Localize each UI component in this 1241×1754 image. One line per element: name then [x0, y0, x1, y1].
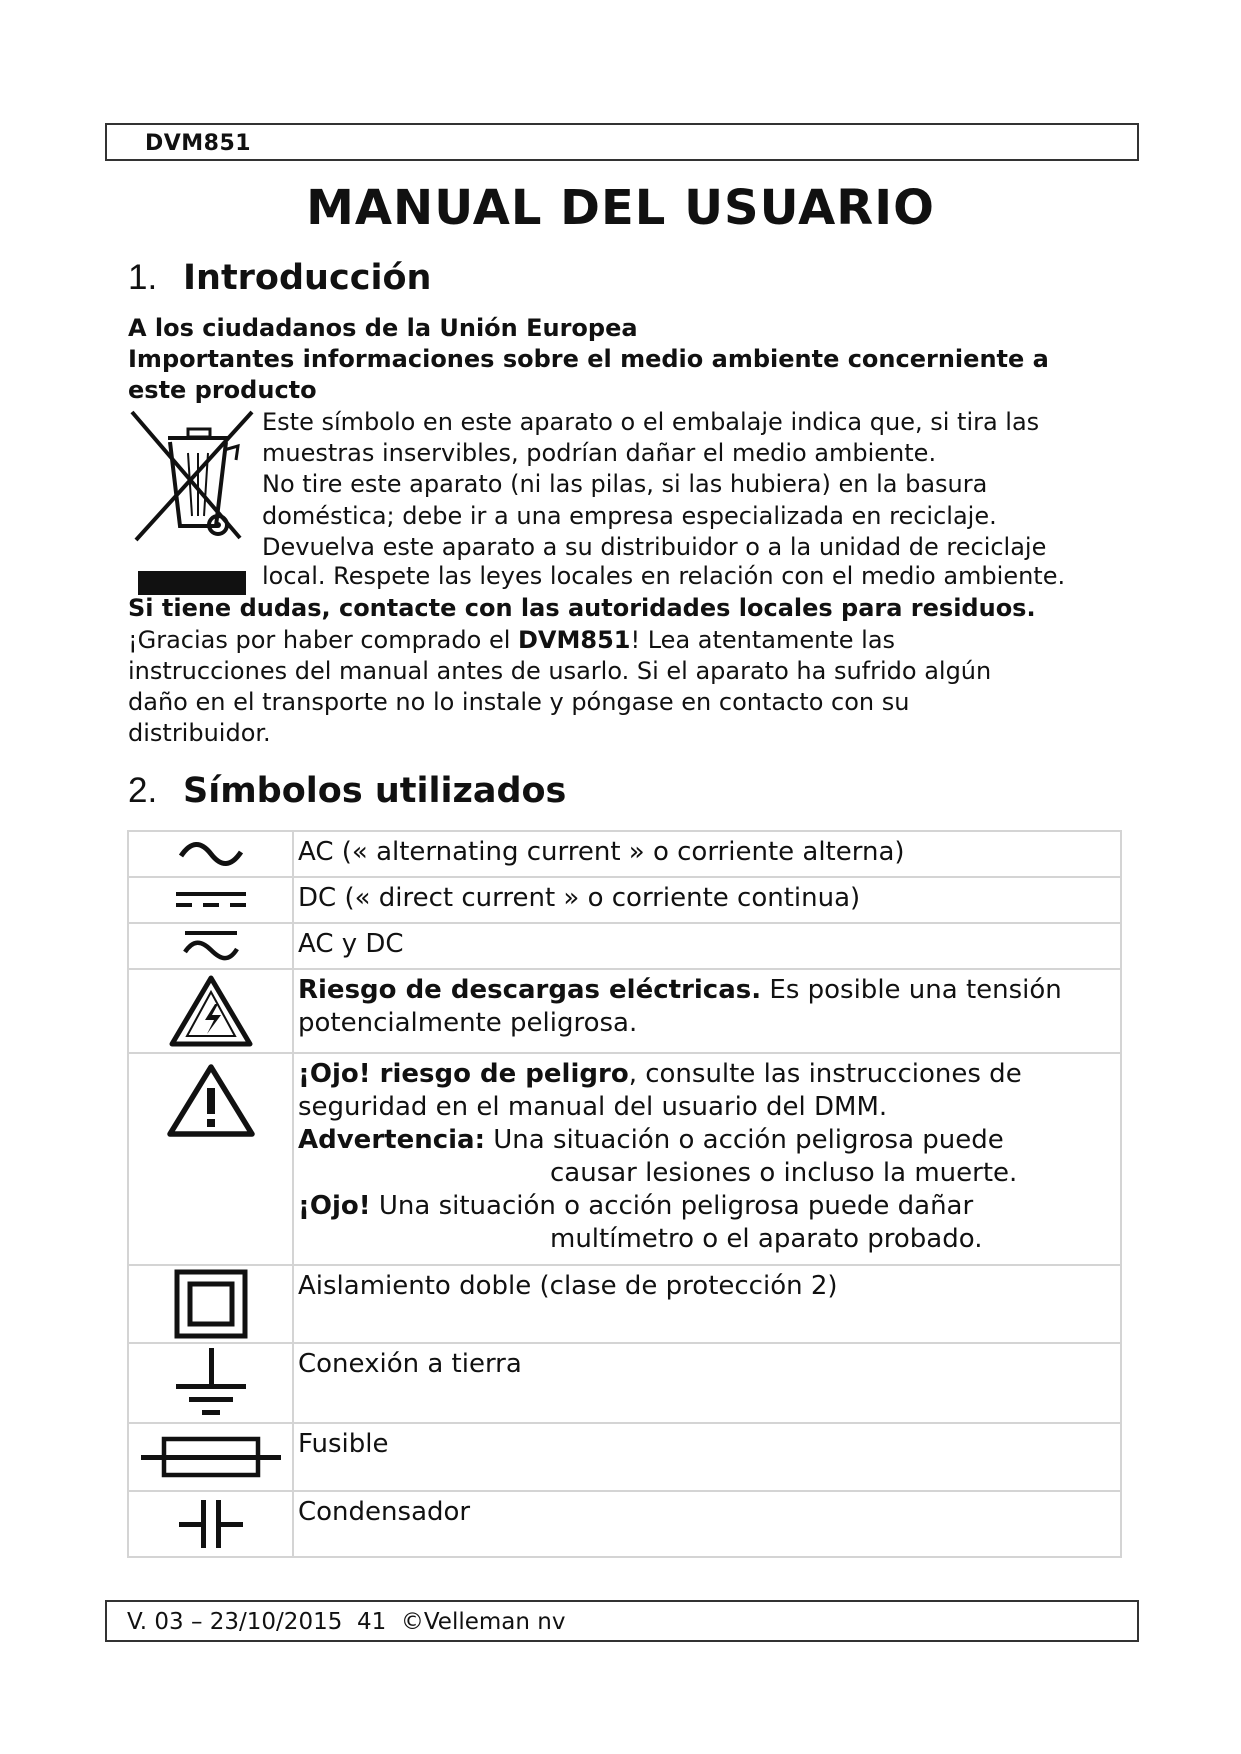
- warning-text: Una situación o acción peligrosa puede: [484, 1125, 1004, 1155]
- weee-text-line: Este símbolo en este aparato o el embalaje indica que, si tira las: [262, 408, 1040, 436]
- caution-text: Una situación o acción peligrosa puede dañar: [370, 1191, 974, 1221]
- symbol-description: AC y DC: [293, 923, 1121, 969]
- warning-text-continued: causar lesiones o incluso la muerte.: [550, 1158, 1018, 1188]
- body-text-line: distribuidor.: [128, 719, 271, 747]
- shock-risk-label: Riesgo de descargas eléctricas.: [298, 975, 762, 1005]
- icon-cell: [128, 1343, 293, 1423]
- icon-cell: [128, 1265, 293, 1343]
- shock-risk-text: Es posible una tensión potencialmente peligrosa.: [298, 975, 1062, 1038]
- electric-shock-warning-icon: [168, 974, 254, 1048]
- caution-text-continued: multímetro o el aparato probado.: [550, 1224, 983, 1254]
- doubts-notice: Si tiene dudas, contacte con las autoridades locales para residuos.: [128, 594, 1036, 622]
- ground-icon: [173, 1346, 249, 1420]
- symbol-description: DC (« direct current » o corriente continua): [293, 877, 1121, 923]
- icon-cell: [128, 1423, 293, 1491]
- symbol-description: Conexión a tierra: [293, 1343, 1121, 1423]
- dc-icon: [174, 887, 248, 913]
- weee-text-line: doméstica; debe ir a una empresa especializada en reciclaje.: [262, 502, 997, 530]
- footer-text: V. 03 – 23/10/2015 41 ©Velleman nv: [127, 1609, 566, 1635]
- symbols-table: [127, 830, 1122, 1558]
- table-row: [128, 1491, 1121, 1557]
- eu-citizens-heading: A los ciudadanos de la Unión Europea: [128, 314, 638, 342]
- table-row: [128, 1423, 1121, 1491]
- double-insulation-icon: [173, 1269, 249, 1339]
- weee-text-line: local. Respete las leyes locales en relación con el medio ambiente.: [262, 562, 1066, 590]
- table-row: [128, 923, 1121, 969]
- capacitor-icon: [176, 1496, 246, 1552]
- warning-line: [298, 1124, 1116, 1157]
- thanks-model: DVM851: [518, 626, 631, 654]
- table-row: [128, 1265, 1121, 1343]
- page-title: MANUAL DEL USUARIO: [306, 180, 935, 236]
- table-row: [128, 877, 1121, 923]
- caution-label: ¡Ojo!: [298, 1191, 371, 1221]
- icon-cell: [128, 969, 293, 1053]
- caution-heading-text: , consulte las instrucciones de seguridad en el manual del usuario del DMM.: [298, 1059, 1022, 1122]
- table-row: [128, 831, 1121, 877]
- header-box: [105, 123, 1139, 161]
- weee-text-line: Devuelva este aparato a su distribuidor o a la unidad de reciclaje: [262, 533, 1047, 561]
- section-2-title: Símbolos utilizados: [183, 771, 567, 811]
- icon-cell: [128, 923, 293, 969]
- icon-cell: [128, 877, 293, 923]
- caution-line: [298, 1190, 1116, 1223]
- caution-heading: ¡Ojo! riesgo de peligro: [298, 1059, 629, 1089]
- weee-bin-icon: [128, 408, 260, 598]
- symbol-description: Aislamiento doble (clase de protección 2): [293, 1265, 1121, 1343]
- section-2-number: 2.: [128, 771, 158, 810]
- symbol-description: [293, 969, 1121, 1053]
- table-row: [128, 1343, 1121, 1423]
- section-2-heading: [128, 771, 566, 811]
- ac-dc-icon: [181, 928, 241, 964]
- table-row: [128, 969, 1121, 1053]
- icon-cell: [128, 1491, 293, 1557]
- table-row: [128, 1053, 1121, 1265]
- weee-text-line: No tire este aparato (ni las pilas, si las hubiera) en la basura: [262, 470, 988, 498]
- thanks-pre: ¡Gracias por haber comprado el: [128, 626, 518, 654]
- footer-box: [105, 1600, 1139, 1642]
- symbol-description: Condensador: [293, 1491, 1121, 1557]
- header-model: DVM851: [145, 131, 252, 156]
- fuse-icon: [139, 1435, 283, 1479]
- symbol-description: AC (« alternating current » o corriente alterna): [293, 831, 1121, 877]
- section-1-title: Introducción: [183, 258, 432, 298]
- thanks-line: [128, 626, 895, 654]
- section-1-heading: [128, 258, 431, 298]
- body-text-line: instrucciones del manual antes de usarlo. Si el aparato ha sufrido algún: [128, 657, 992, 685]
- weee-text-line: muestras inservibles, podrían dañar el medio ambiente.: [262, 439, 937, 467]
- icon-cell: [128, 831, 293, 877]
- caution-warning-icon: [166, 1062, 256, 1138]
- thanks-post: ! Lea atentamente las: [630, 626, 896, 654]
- env-info-heading-2: este producto: [128, 376, 317, 404]
- env-info-heading-1: Importantes informaciones sobre el medio ambiente concerniente a: [128, 345, 1049, 373]
- icon-cell: [128, 1053, 293, 1265]
- warning-label: Advertencia:: [298, 1125, 485, 1155]
- body-text-line: daño en el transporte no lo instale y póngase en contacto con su: [128, 688, 910, 716]
- symbol-description: Fusible: [293, 1423, 1121, 1491]
- symbol-description: [293, 1053, 1121, 1265]
- section-1-number: 1.: [128, 258, 158, 297]
- ac-icon: [176, 839, 246, 869]
